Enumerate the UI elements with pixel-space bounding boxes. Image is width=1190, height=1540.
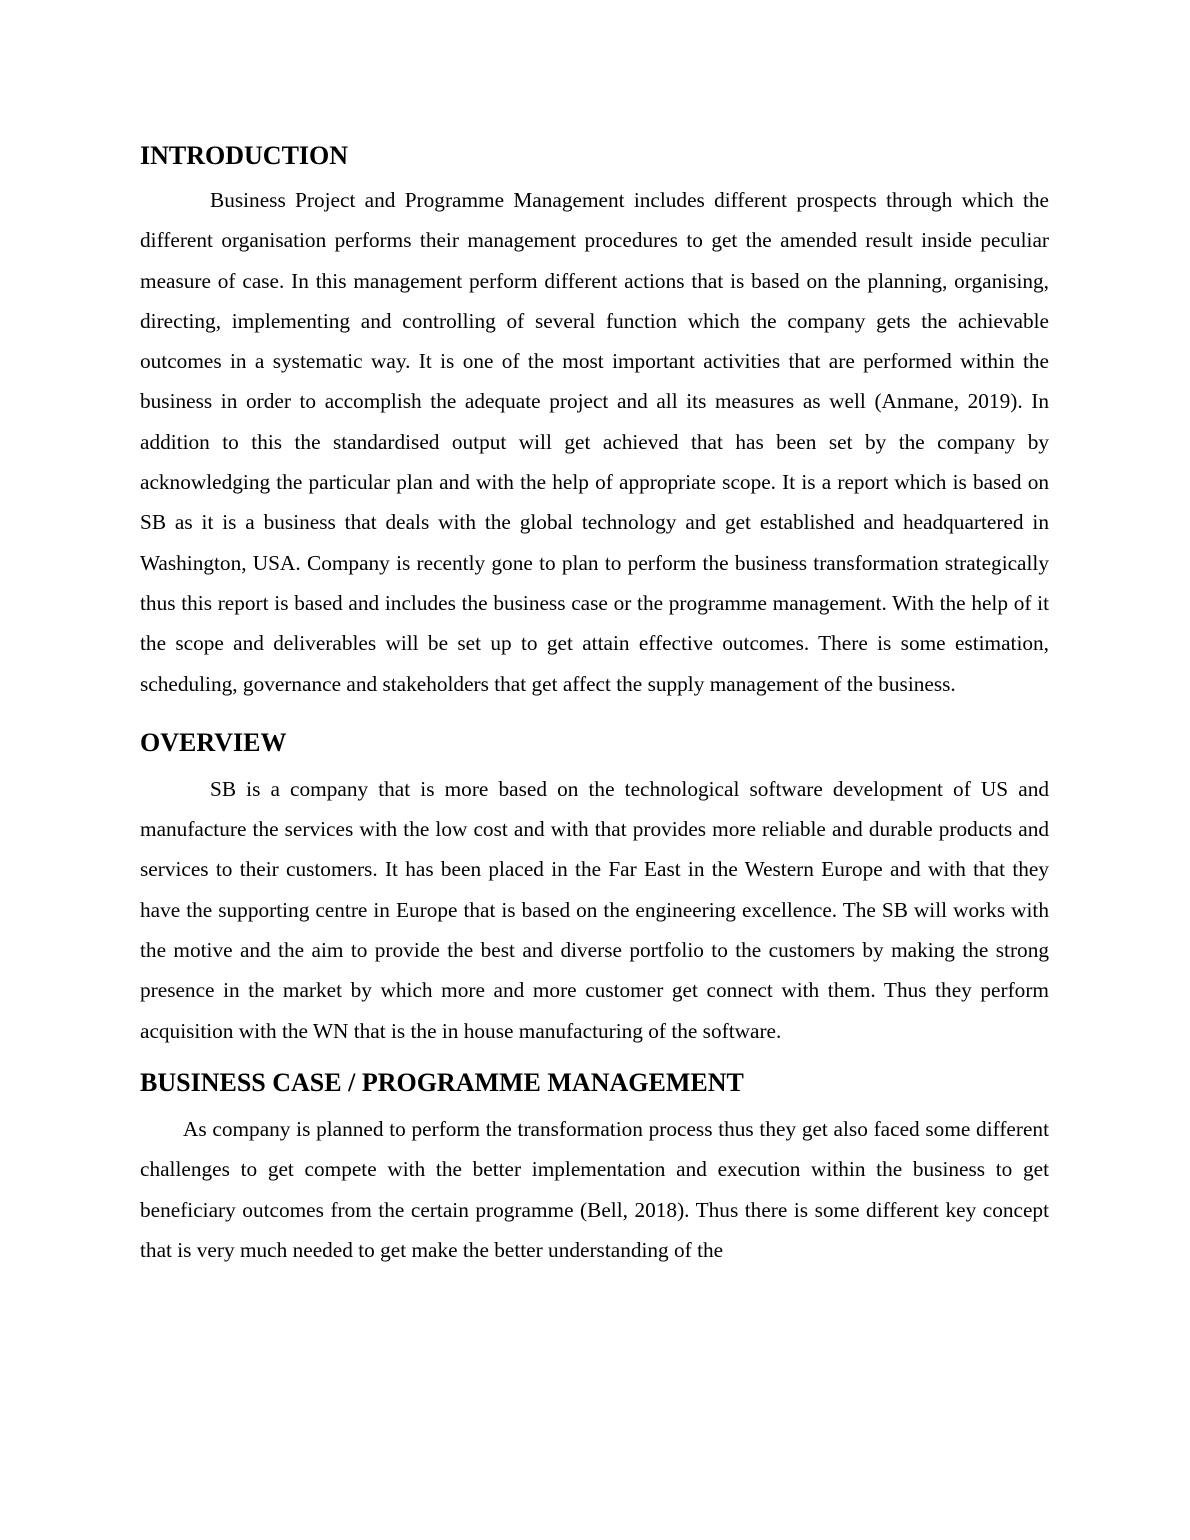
paragraph-overview: SB is a company that is more based on the technological software development of US and manufacture the services with the low cost and with that provides more reliable and durable products and services to their customers. It has been placed in the Far East in the Western Europe and with that they have the supporting centre in Europe that is based on the engineering excellence. The SB will works with the motive and the aim to provide the best and diverse portfolio to the customers by making the strong presence in the market by which more and more customer get connect with them. Thus they perform acquisition with the WN that is the in house manufacturing of the software. <box>140 776 1049 1043</box>
document-body <box>140 136 1049 1270</box>
heading-business-case: BUSINESS CASE / PROGRAMME MANAGEMENT <box>140 1067 744 1097</box>
paragraph-introduction: Business Project and Programme Management includes different prospects through which the different organisation performs their management procedures to get the amended result inside peculiar measure of case. In this management perform different actions that is based on the planning, organising, directing, implementing and controlling of several function which the company gets the achievable outcomes in a systematic way. It is one of the most important activities that are performed within the business in order to accomplish the adequate project and all its measures as well (Anmane, 2019). In addition to this the standardised output will get achieved that has been set by the company by acknowledging the particular plan and with the help of appropriate scope. It is a report which is based on SB as it is a business that deals with the global technology and get established and headquartered in Washington, USA. Company is recently gone to plan to perform the business transformation strategically thus this report is based and includes the business case or the programme management. With the help of it the scope and deliverables will be set up to get attain effective outcomes. There is some estimation, scheduling, governance and stakeholders that get affect the supply management of the business. <box>140 188 1049 696</box>
heading-introduction: INTRODUCTION <box>140 141 349 170</box>
heading-overview: OVERVIEW <box>140 727 287 757</box>
paragraph-business-case: As company is planned to perform the transformation process thus they get also faced some different challenges to get compete with the better implementation and execution within the business to get beneficiary outcomes from the certain programme (Bell, 2018). Thus there is some different key concept that is very much needed to get make the better understanding of the <box>140 1116 1049 1262</box>
